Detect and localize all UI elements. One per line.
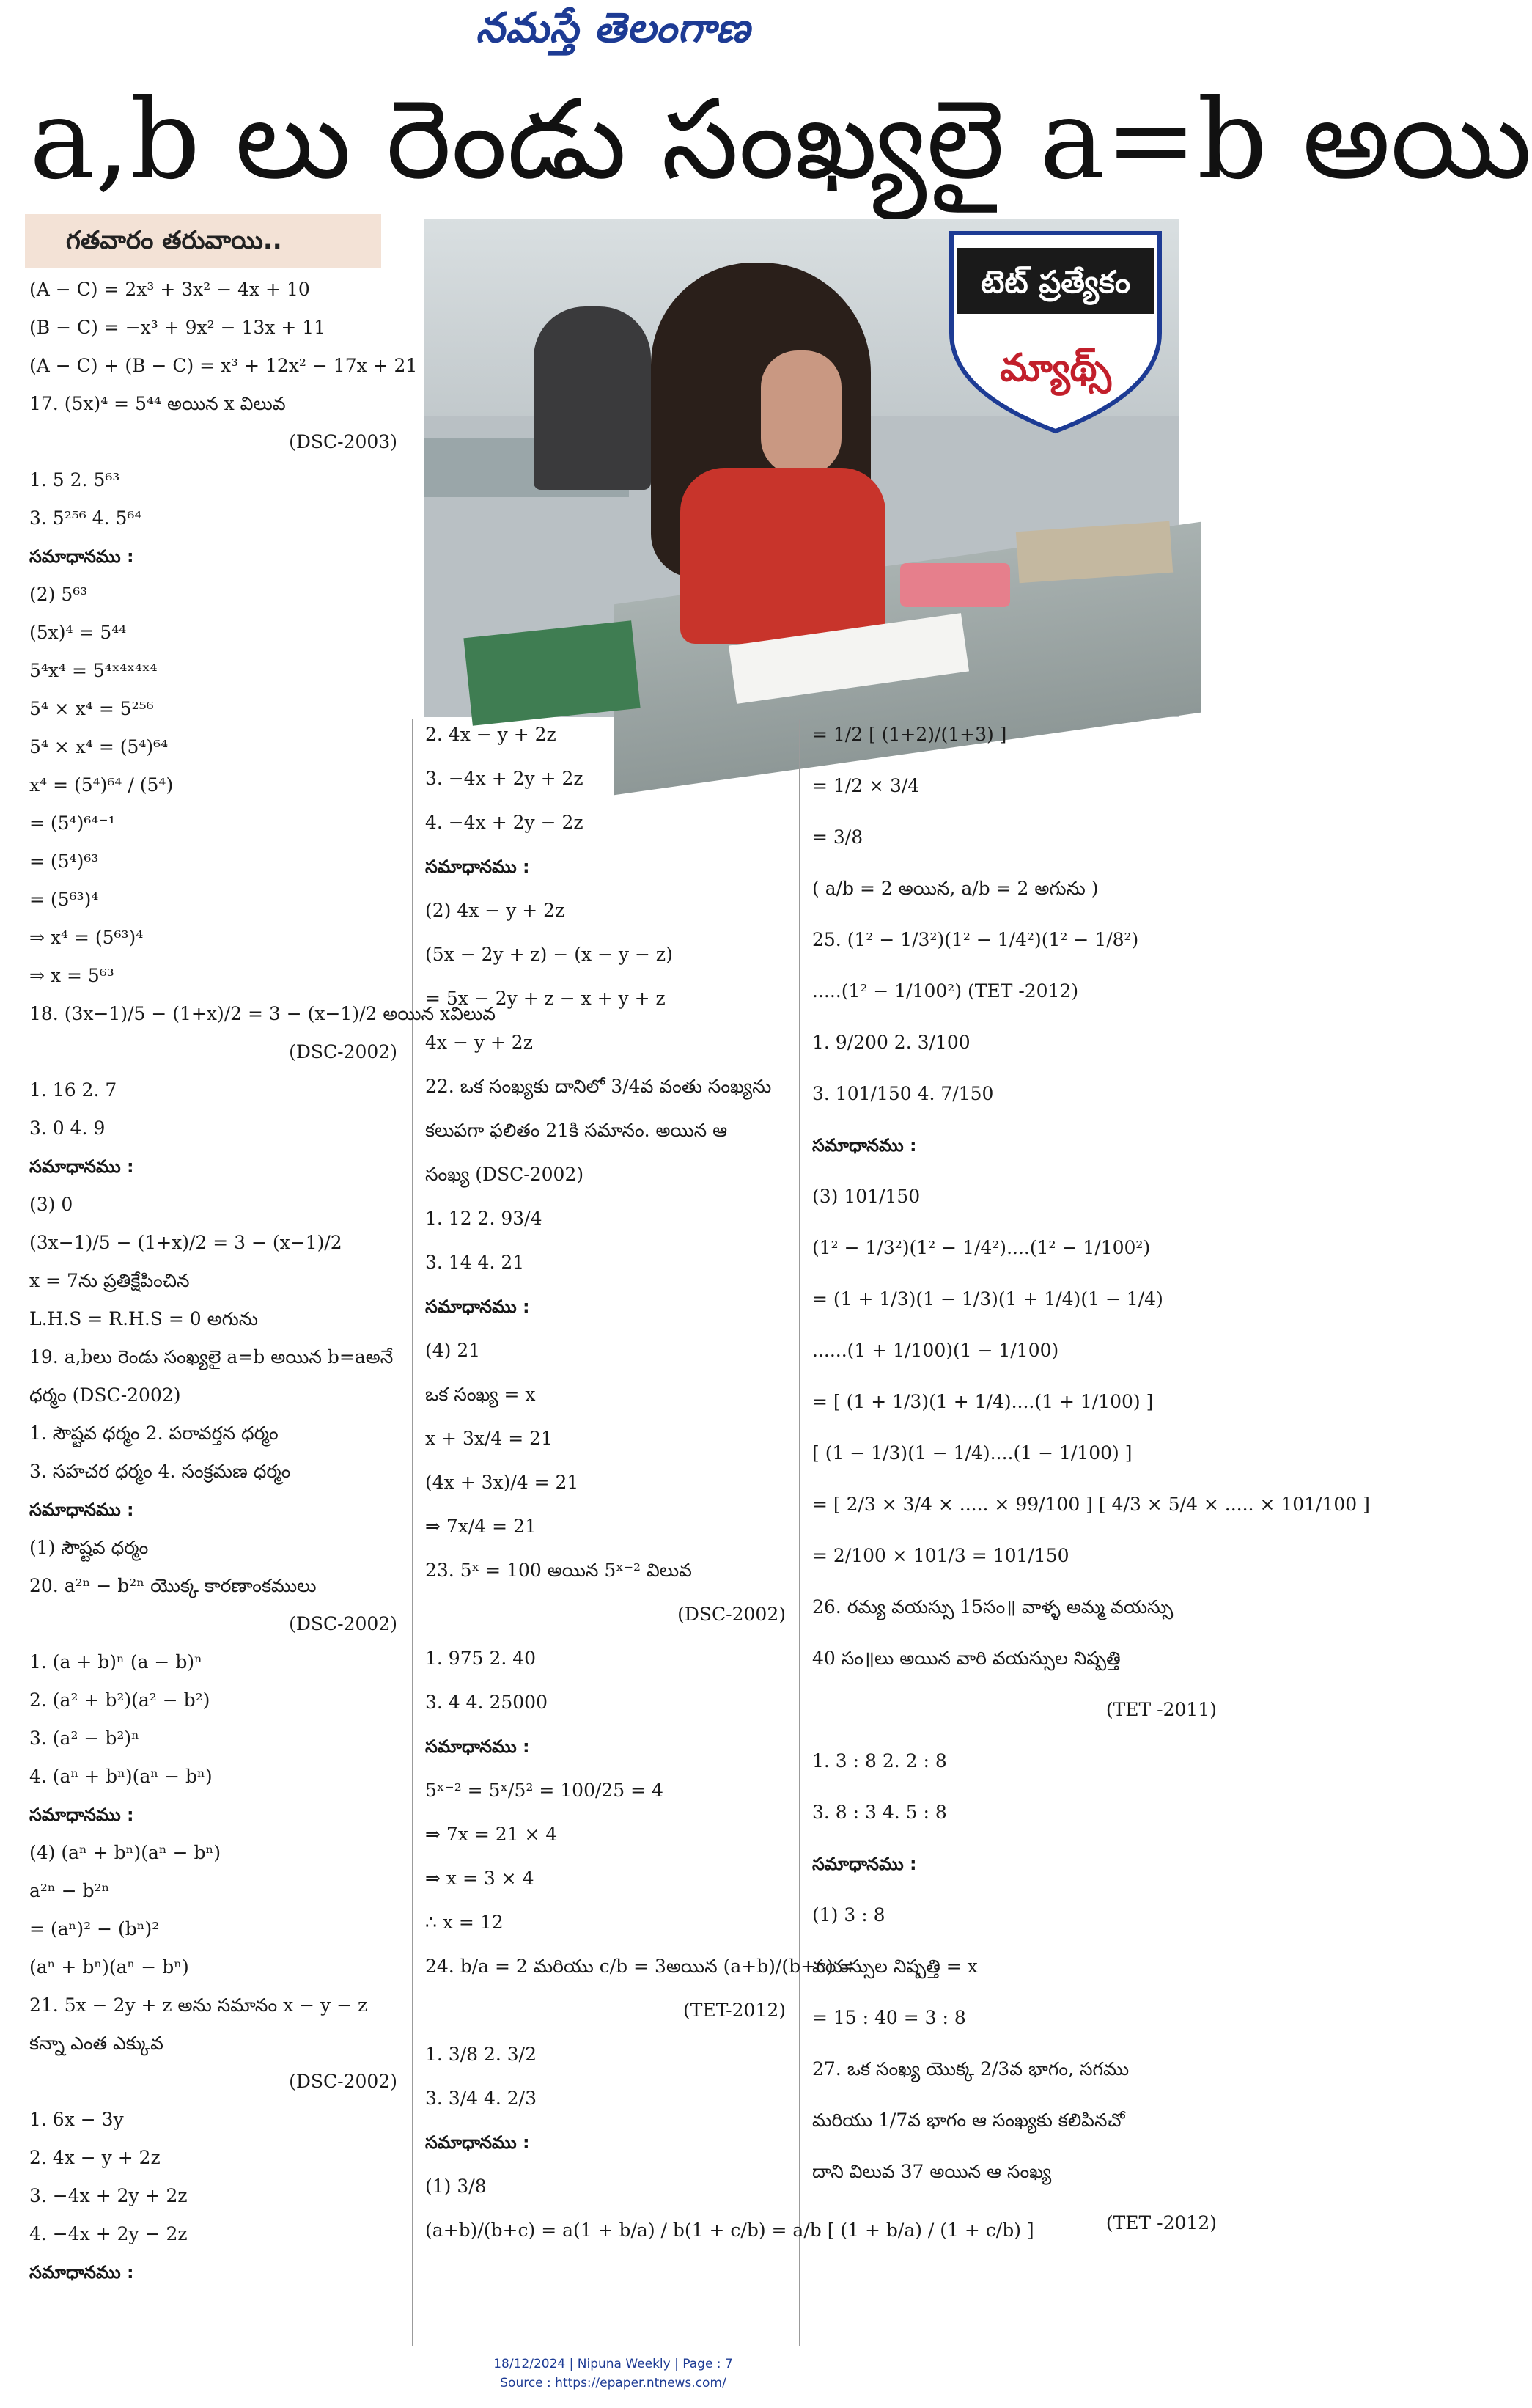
column-divider	[799, 719, 800, 2346]
col1-line: 2. 4x − y + 2z	[29, 2147, 161, 2168]
col3-line: 26. రమ్య వయస్సు 15సం॥ వాళ్ళ అమ్మ వయస్సు	[812, 1596, 1174, 1618]
col2-line: సమాధానము :	[425, 1296, 530, 1317]
col2-line: (1) 3/8	[425, 2176, 487, 2197]
col3-line: = 1/2 × 3/4	[812, 775, 920, 796]
col2-line: 22. ఒక సంఖ్యకు దానిలో 3/4వ వంతు సంఖ్యను	[425, 1076, 772, 1097]
badge-title: టెట్ ప్రత్యేకం	[980, 264, 1131, 300]
col1-line: ధర్మం (DSC-2002)	[29, 1384, 181, 1406]
col2-line: 3. 3/4 4. 2/3	[425, 2088, 537, 2109]
col1-line: (4) (aⁿ + bⁿ)(aⁿ − bⁿ)	[29, 1842, 221, 1863]
col1-line: కన్నా ఎంత ఎక్కువ	[29, 2033, 163, 2054]
col3-line: 1. 9/200 2. 3/100	[812, 1032, 971, 1053]
col3-line: 40 సం॥లు అయిన వారి వయస్సుల నిష్పత్తి	[812, 1648, 1121, 1669]
col3-line: 25. (1² − 1/3²)(1² − 1/4²)(1² − 1/8²)	[812, 929, 1139, 950]
col1-line: 1. 5 2. 5⁶³	[29, 469, 120, 491]
col3-line: (TET -2011)	[1105, 1699, 1217, 1720]
col2-line: 2. 4x − y + 2z	[425, 724, 556, 745]
col1-line: 3. −4x + 2y + 2z	[29, 2185, 188, 2206]
col3-line: ......(1 + 1/100)(1 − 1/100)	[812, 1340, 1059, 1361]
col1-line: 21. 5x − 2y + z అను సమానం x − y − z	[29, 1994, 368, 2016]
col3-line: 1. 3 : 8 2. 2 : 8	[812, 1750, 947, 1772]
headline: a,b లు రెండు సంఖ్యలై a=b అయి	[29, 76, 1532, 204]
col3-line: సమాధానము :	[812, 1135, 917, 1156]
col2-line: కలుపగా ఫలితం 21కి సమానం. అయిన ఆ	[425, 1120, 728, 1141]
col1-line: (A − C) = 2x³ + 3x² − 4x + 10	[29, 279, 310, 300]
col2-line: 4. −4x + 2y − 2z	[425, 812, 583, 833]
col2-line: (5x − 2y + z) − (x − y − z)	[425, 944, 673, 965]
col2-line: 1. 12 2. 93/4	[425, 1208, 542, 1229]
col1-line: (A − C) + (B − C) = x³ + 12x² − 17x + 21	[29, 355, 418, 376]
col1-line: x = 7ను ప్రతిక్షేపించిన	[29, 1270, 190, 1291]
col3-line: (3) 101/150	[812, 1186, 921, 1207]
col3-line: దాని విలువ 37 అయిన ఆ సంఖ్య	[812, 2161, 1052, 2182]
footer-source: Source : https://epaper.ntnews.com/	[500, 2376, 726, 2390]
col2-line: 24. b/a = 2 మరియు c/b = 3అయిన (a+b)/(b+c) =	[425, 1956, 855, 1977]
col1-line: సమాధానము :	[29, 1500, 134, 1520]
col1-line: (3x−1)/5 − (1+x)/2 = 3 − (x−1)/2	[29, 1232, 342, 1253]
col1-line: 5⁴ × x⁴ = 5²⁵⁶	[29, 698, 154, 719]
col1-line: 1. (a + b)ⁿ (a − b)ⁿ	[29, 1651, 202, 1673]
col3-line: = 15 : 40 = 3 : 8	[812, 2007, 966, 2028]
col3-line: సమాధానము :	[812, 1854, 917, 1874]
col1-line: 18. (3x−1)/5 − (1+x)/2 = 3 − (x−1)/2 అయిన xవిలువ	[29, 1003, 496, 1024]
col1-line: 4. −4x + 2y − 2z	[29, 2223, 188, 2244]
col3-line: = [ (1 + 1/3)(1 + 1/4)....(1 + 1/100) ]	[812, 1391, 1154, 1412]
col2-line: 3. −4x + 2y + 2z	[425, 768, 583, 789]
col2-line: 1. 975 2. 40	[425, 1648, 537, 1669]
col2-line: 3. 4 4. 25000	[425, 1692, 548, 1713]
col1-line: a²ⁿ − b²ⁿ	[29, 1880, 110, 1901]
col1-line: సమాధానము :	[29, 1805, 134, 1825]
col1-line: (DSC-2003)	[289, 431, 397, 452]
col1-line: సమాధానము :	[29, 2262, 134, 2283]
col1-line: (aⁿ + bⁿ)(aⁿ − bⁿ)	[29, 1956, 189, 1978]
col2-line: సమాధానము :	[425, 2132, 530, 2153]
masthead	[0, 0, 1226, 59]
col2-line: ⇒ 7x/4 = 21	[425, 1516, 537, 1537]
column-divider	[412, 719, 413, 2346]
masthead-title: నమస్తే తెలంగాణ	[476, 4, 751, 52]
col2-line: (a+b)/(b+c) = a(1 + b/a) / b(1 + c/b) = a/b [ (1 + b/a) / (1 + c/b) ]	[425, 2220, 1034, 2241]
col2-line: (DSC-2002)	[677, 1604, 786, 1625]
continued-text: గతవారం తరువాయి..	[66, 226, 282, 255]
col2-line: x + 3x/4 = 21	[425, 1428, 553, 1449]
col1-line: (3) 0	[29, 1194, 73, 1215]
footer-date: 18/12/2024 | Nipuna Weekly | Page : 7	[493, 2357, 733, 2371]
col2-line: 23. 5ˣ = 100 అయిన 5ˣ⁻² విలువ	[425, 1560, 692, 1581]
col1-line: 3. 0 4. 9	[29, 1117, 106, 1139]
col1-line: (2) 5⁶³	[29, 584, 88, 605]
col1-line: 2. (a² + b²)(a² − b²)	[29, 1689, 210, 1711]
col3-line: = [ 2/3 × 3/4 × ..... × 99/100 ] [ 4/3 × 5/4 × ..... × 101/100 ]	[812, 1494, 1370, 1515]
col1-line: ⇒ x = 5⁶³	[29, 965, 114, 986]
col1-line: (5x)⁴ = 5⁴⁴	[29, 622, 127, 643]
col1-line: సమాధానము :	[29, 1156, 134, 1177]
col3-line: 3. 101/150 4. 7/150	[812, 1083, 994, 1104]
col2-line: 1. 3/8 2. 3/2	[425, 2044, 537, 2065]
col3-line: 27. ఒక సంఖ్య యొక్క 2/3వ భాగం, సగము	[812, 2058, 1130, 2080]
col1-line: x⁴ = (5⁴)⁶⁴ / (5⁴)	[29, 774, 174, 796]
col1-line: (DSC-2002)	[289, 1613, 397, 1634]
col1-line: (B − C) = −x³ + 9x² − 13x + 11	[29, 317, 326, 338]
shield-icon	[947, 223, 1164, 436]
col1-line: ⇒ x⁴ = (5⁶³)⁴	[29, 927, 144, 948]
col1-line: L.H.S = R.H.S = 0 అగును	[29, 1308, 259, 1329]
col1-line: (DSC-2002)	[289, 2071, 397, 2092]
col2-line: సంఖ్య (DSC-2002)	[425, 1164, 584, 1185]
col2-line: ⇒ 7x = 21 × 4	[425, 1824, 558, 1845]
continued-label	[25, 214, 381, 268]
col3-line: వయస్సుల నిష్పత్తి = x	[812, 1956, 978, 1977]
col1-line: 3. 5²⁵⁶ 4. 5⁶⁴	[29, 507, 142, 529]
col1-line: 17. (5x)⁴ = 5⁴⁴ అయిన x విలువ	[29, 393, 286, 414]
col3-line: (TET -2012)	[1105, 2212, 1217, 2233]
col1-line: = (5⁴)⁶⁴⁻¹	[29, 812, 116, 834]
col3-line: మరియు 1/7వ భాగం ఆ సంఖ్యకు కలిపినచో	[812, 2110, 1125, 2131]
col1-line: 5⁴ × x⁴ = (5⁴)⁶⁴	[29, 736, 169, 757]
col1-line: 19. a,bలు రెండు సంఖ్యలై a=b అయిన b=aఅనే	[29, 1346, 394, 1368]
col3-line: = 2/100 × 101/3 = 101/150	[812, 1545, 1069, 1566]
col1-line: (1) సౌష్టవ ధర్మం	[29, 1537, 149, 1558]
col3-line: [ (1 − 1/3)(1 − 1/4)....(1 − 1/100) ]	[812, 1442, 1133, 1464]
col1-line: = (5⁶³)⁴	[29, 889, 99, 910]
col1-line: సమాధానము :	[29, 546, 134, 567]
col1-line: 1. 16 2. 7	[29, 1079, 117, 1101]
section-badge	[947, 223, 1164, 436]
col1-line: = (aⁿ)² − (bⁿ)²	[29, 1918, 160, 1939]
col3-line: = 1/2 [ (1+2)/(1+3) ]	[812, 724, 1007, 745]
col2-line: ∴ x = 12	[425, 1912, 504, 1933]
col2-line: ఒక సంఖ్య = x	[425, 1384, 536, 1405]
col2-line: (2) 4x − y + 2z	[425, 900, 565, 921]
col2-line: సమాధానము :	[425, 856, 530, 877]
col1-line: (DSC-2002)	[289, 1041, 397, 1062]
col1-line: = (5⁴)⁶³	[29, 851, 99, 872]
col2-line: (4) 21	[425, 1340, 481, 1361]
col2-line: 4x − y + 2z	[425, 1032, 533, 1053]
col1-line: 5⁴x⁴ = 5⁴ˣ⁴ˣ⁴ˣ⁴	[29, 660, 158, 681]
col2-line: (TET-2012)	[683, 2000, 786, 2021]
col2-line: (4x + 3x)/4 = 21	[425, 1472, 579, 1493]
col2-line: సమాధానము :	[425, 1736, 530, 1757]
col2-line: 5ˣ⁻² = 5ˣ/5² = 100/25 = 4	[425, 1780, 663, 1801]
col3-line: ( a/b = 2 అయిన, a/b = 2 అగును )	[812, 878, 1099, 899]
col1-line: 3. (a² − b²)ⁿ	[29, 1728, 139, 1749]
col3-line: (1² − 1/3²)(1² − 1/4²)....(1² − 1/100²)	[812, 1237, 1151, 1258]
col3-line: = (1 + 1/3)(1 − 1/3)(1 + 1/4)(1 − 1/4)	[812, 1288, 1163, 1310]
badge-subject: మ్యాథ్స్	[1000, 346, 1111, 390]
col1-line: 4. (aⁿ + bⁿ)(aⁿ − bⁿ)	[29, 1766, 213, 1787]
col1-line: 1. సౌష్టవ ధర్మం 2. పరావర్తన ధర్మం	[29, 1423, 279, 1444]
col3-line: = 3/8	[812, 826, 863, 848]
col3-line: (1) 3 : 8	[812, 1904, 885, 1926]
col1-line: 1. 6x − 3y	[29, 2109, 124, 2130]
col2-line: = 5x − 2y + z − x + y + z	[425, 988, 666, 1009]
col3-line: .....(1² − 1/100²) (TET -2012)	[812, 980, 1079, 1002]
col2-line: 3. 14 4. 21	[425, 1252, 525, 1273]
col1-line: 3. సహచర ధర్మం 4. సంక్రమణ ధర్మం	[29, 1461, 291, 1482]
col1-line: 20. a²ⁿ − b²ⁿ యొక్క కారణాంకములు	[29, 1575, 317, 1596]
col2-line: ⇒ x = 3 × 4	[425, 1868, 534, 1889]
col3-line: 3. 8 : 3 4. 5 : 8	[812, 1802, 947, 1823]
